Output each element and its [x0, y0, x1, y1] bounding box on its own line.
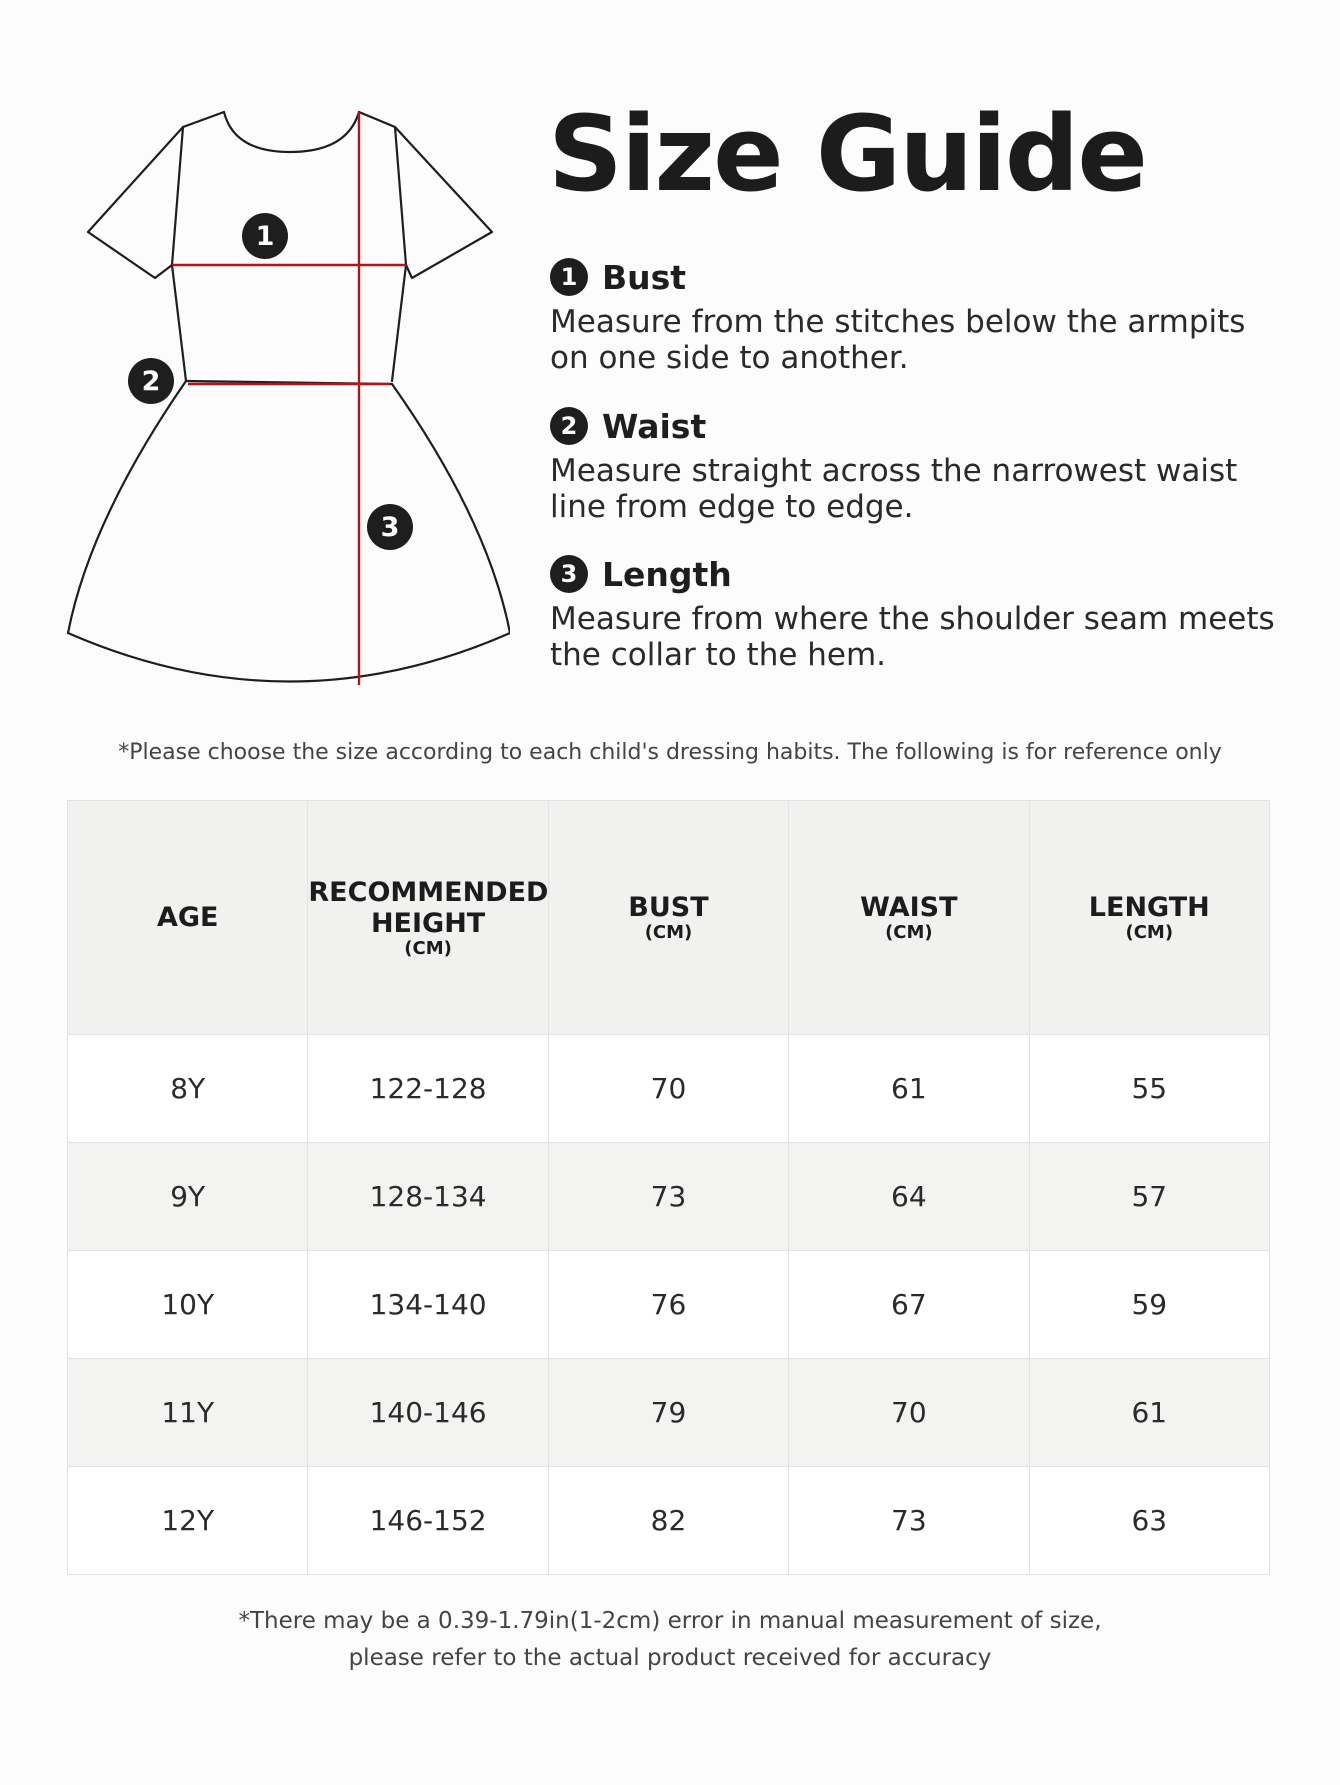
header-label: RECOMMENDED HEIGHT — [308, 876, 549, 939]
guide-length-description: Measure from where the shoulder seam meets the collar to the hem. — [550, 601, 1275, 673]
cell-age: 11Y — [68, 1359, 308, 1467]
guide-waist-label: Waist — [602, 406, 707, 446]
cell-height: 140-146 — [308, 1359, 548, 1467]
header-label: AGE — [156, 902, 219, 933]
header-length — [1029, 801, 1269, 1035]
cell-age: 12Y — [68, 1467, 308, 1575]
guide-waist-description: Measure straight across the narrowest waist line from edge to edge. — [550, 453, 1238, 525]
guide-bust-description: Measure from the stitches below the armpits on one side to another. — [550, 304, 1246, 376]
table-row — [68, 1251, 1270, 1359]
header-unit: (CM) — [644, 922, 693, 943]
header-unit: (CM) — [885, 922, 933, 943]
svg-text:2: 2 — [141, 366, 161, 397]
cell-bust: 73 — [548, 1143, 788, 1251]
guide-waist — [550, 403, 1290, 525]
cell-length: 59 — [1029, 1251, 1269, 1359]
cell-waist: 73 — [789, 1467, 1029, 1575]
cell-length: 55 — [1029, 1035, 1269, 1143]
cell-waist: 64 — [789, 1143, 1029, 1251]
guide-length-heading — [550, 551, 1290, 597]
cell-waist: 70 — [789, 1359, 1029, 1467]
table-row — [68, 1467, 1270, 1575]
svg-text:3: 3 — [380, 512, 400, 543]
cell-bust: 82 — [548, 1467, 788, 1575]
measurement-error-note — [0, 1603, 1340, 1677]
header-recommended-height — [308, 801, 548, 1035]
cell-age: 9Y — [68, 1143, 308, 1251]
number-badge-2: 2 — [550, 407, 588, 445]
cell-length: 63 — [1029, 1467, 1269, 1575]
cell-bust: 79 — [548, 1359, 788, 1467]
cell-length: 61 — [1029, 1359, 1269, 1467]
cell-waist: 67 — [789, 1251, 1029, 1359]
cell-height: 128-134 — [308, 1143, 548, 1251]
header-waist — [789, 801, 1029, 1035]
cell-age: 8Y — [68, 1035, 308, 1143]
number-badge-1: 1 — [550, 258, 588, 296]
cell-length: 57 — [1029, 1143, 1269, 1251]
table-row — [68, 1035, 1270, 1143]
table-header-row — [68, 801, 1270, 1035]
cell-height: 146-152 — [308, 1467, 548, 1575]
header-bust — [548, 801, 788, 1035]
measurement-error-note-line-2: please refer to the actual product received for accuracy — [348, 1645, 992, 1671]
dress-diagram — [60, 105, 510, 700]
guide-waist-heading — [550, 403, 1290, 449]
guide-length-label: Length — [602, 554, 732, 594]
marker-3 — [367, 504, 413, 550]
header-label: WAIST — [860, 892, 958, 923]
header-unit: (CM) — [404, 937, 452, 959]
guide-bust-label: Bust — [602, 257, 687, 297]
cell-height: 134-140 — [308, 1251, 548, 1359]
table-row — [68, 1359, 1270, 1467]
measurement-error-note-line-1: *There may be a 0.39-1.79in(1-2cm) error in manual measurement of size, — [238, 1608, 1102, 1634]
size-table — [67, 800, 1270, 1575]
cell-bust: 70 — [548, 1035, 788, 1143]
reference-note: *Please choose the size according to each child's dressing habits. The following is for reference only — [118, 740, 1222, 765]
measurement-lines — [172, 112, 406, 685]
page-title: Size Guide — [548, 93, 1146, 215]
header-label: BUST — [628, 892, 709, 923]
svg-text:1: 1 — [255, 221, 275, 252]
guide-bust — [550, 254, 1290, 376]
header-unit: (CM) — [1125, 922, 1174, 943]
header-label: LENGTH — [1088, 892, 1210, 923]
table-row — [68, 1143, 1270, 1251]
marker-2 — [128, 358, 174, 404]
cell-age: 10Y — [68, 1251, 308, 1359]
marker-1 — [242, 213, 288, 259]
guide-bust-heading — [550, 254, 1290, 300]
cell-height: 122-128 — [308, 1035, 548, 1143]
cell-bust: 76 — [548, 1251, 788, 1359]
header-age — [68, 801, 308, 1035]
cell-waist: 61 — [789, 1035, 1029, 1143]
number-badge-3: 3 — [550, 555, 588, 593]
guide-length — [550, 551, 1290, 673]
